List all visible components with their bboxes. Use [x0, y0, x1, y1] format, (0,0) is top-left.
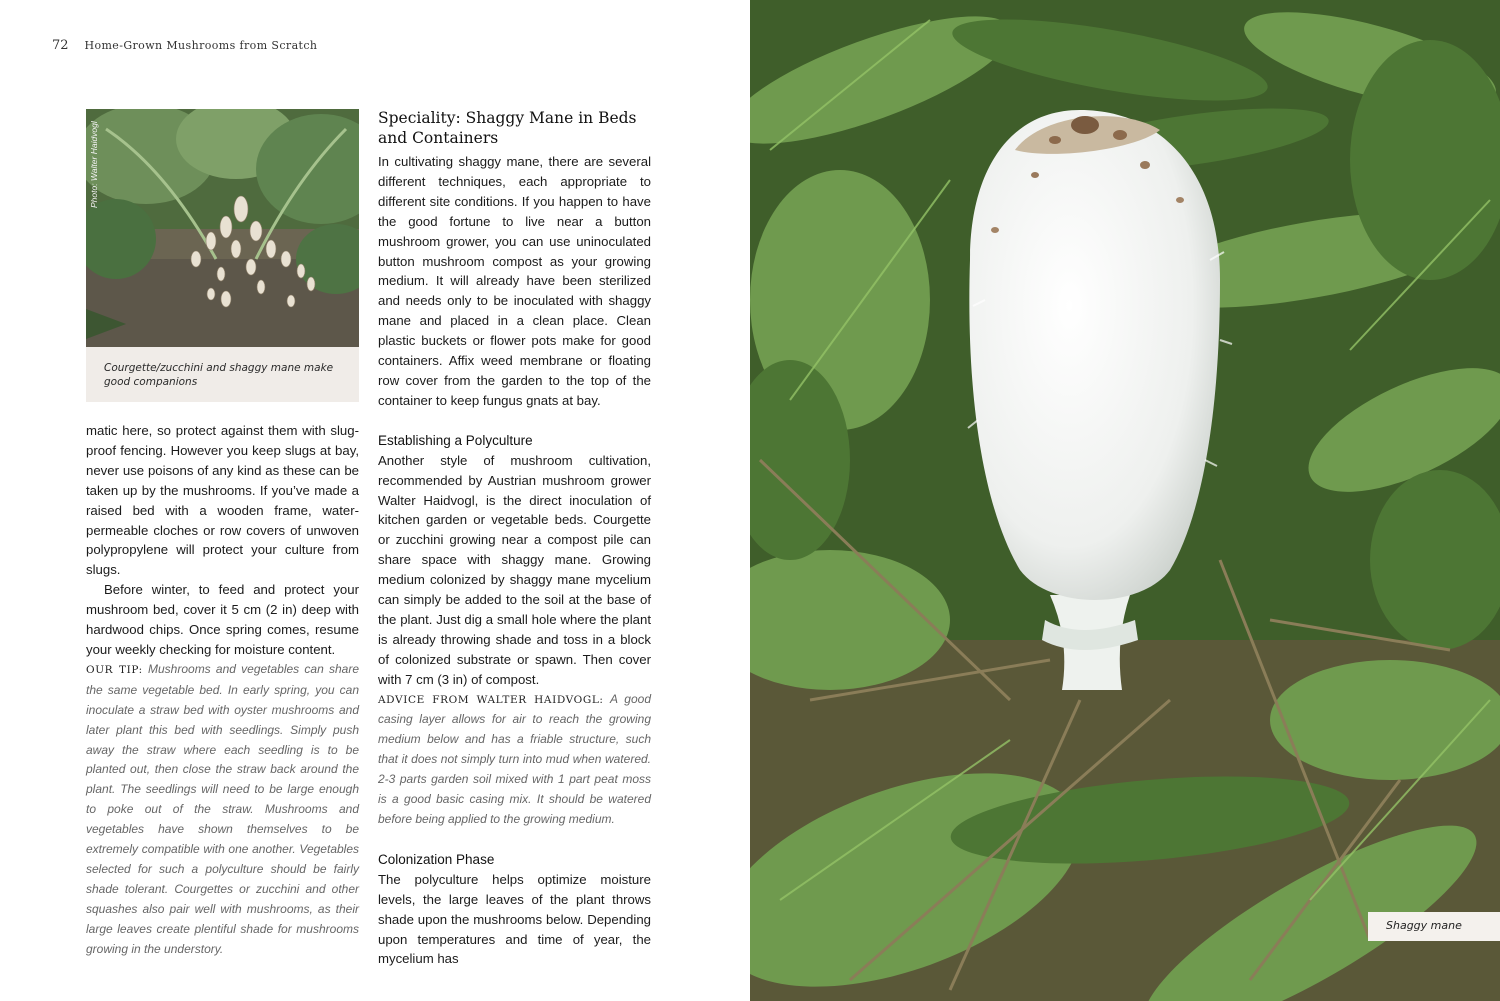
section-heading: Speciality: Shaggy Mane in Beds and Containers: [378, 109, 637, 147]
running-head: [52, 38, 317, 53]
body-paragraph: In cultivating shaggy mane, there are several different techniques, each appropriate to different site conditions. If you happen to have the good fortune to live near a button mushroom grower, you can use uninoculated button mushroom compost as your growing medium. It will already have been sterilized and needs only to be inoculated with shaggy mane and placed in a clean place. Clean plastic buckets or flower pots make for good containers. Affix weed membrane or floating row cover from the garden to the top of the container to keep fungus gnats at bay.: [378, 154, 651, 408]
right-column: [378, 108, 651, 969]
subheading: Establishing a Polyculture: [378, 432, 533, 448]
photo-caption-text: Shaggy mane: [1386, 919, 1462, 932]
figure-zucchini-shaggy-mane: [86, 109, 359, 402]
tip-label: OUR TIP:: [86, 663, 143, 676]
shaggy-mane-photo: [750, 0, 1500, 1001]
left-column: [86, 421, 359, 959]
tip-text: Mushrooms and vegetables can share the same vegetable bed. In early spring, you can inoculate a straw bed with oyster mushrooms and later plant this bed with seedlings. Simply push away the straw where each seedling is to be planted out, then close the straw back around the plant. The seedlings will need to be large enough to poke out of the straw. Mushrooms and vegetables have shown themselves to be extremely compatible with one another. Vegetables selected for such a polyculture should be fairly shade tolerant. Courgettes or zucchini and other squashes also pair well with mushrooms, as their large leaves create plentiful shade for mushrooms growing in the understory.: [86, 661, 359, 956]
advice-label: ADVICE FROM WALTER HAIDVOGL:: [378, 693, 604, 706]
running-title: Home-Grown Mushrooms from Scratch: [84, 39, 318, 52]
advice-text: A good casing layer allows for air to reach the growing medium below and has a friable structure, such that it does not simply turn into mud when watered. 2-3 parts garden soil mixed with 1 part peat moss is a good basic casing mix. It should be watered before being applied to the growing medium.: [378, 691, 651, 826]
body-paragraph: matic here, so protect against them with slug-proof fencing. However you keep slugs at bay, never use poisons of any kind as these can be taken up by the mushrooms. If you’ve made a raised bed with a wooden frame, water-permeable cloches or row covers of unwoven polypropylene will protect your culture from slugs.: [86, 423, 359, 578]
photo-credit: [88, 118, 100, 208]
svg-text:Photo: Walter Haidvogl: Photo: Walter Haidvogl: [89, 121, 99, 208]
zucchini-mushroom-photo: [86, 109, 359, 347]
figure-caption: Courgette/zucchini and shaggy mane make good companions: [104, 362, 334, 388]
tip-box: [86, 660, 359, 960]
page-number: 72: [52, 38, 69, 53]
body-paragraph: The polyculture helps optimize moisture levels, the large leaves of the plant throws shade upon the mushrooms below. Depending upon temperatures and time of year, the mycelium has: [378, 871, 651, 967]
photo-caption: [1368, 912, 1500, 941]
shaggy-mane-illustration: [750, 0, 1500, 1001]
advice-box: [378, 690, 651, 830]
body-paragraph: Before winter, to feed and protect your mushroom bed, cover it 5 cm (2 in) deep with hardwood chips. Once spring comes, resume your weekly checking for moisture content.: [86, 582, 359, 657]
subheading: Colonization Phase: [378, 851, 495, 867]
body-paragraph: Another style of mushroom cultivation, recommended by Austrian mushroom grower Walter Haidvogl, is the direct inoculation of kitchen garden or vegetable beds. Courgette or zucchini growing near a compost pile can share space with shaggy mane. Growing medium colonized by shaggy mane mycelium can simply be added to the soil at the base of the plant. Just dig a small hole where the plant is already throwing shade and toss in a block of colonized substrate or spawn. Then cover with 7 cm (3 in) of compost.: [378, 452, 651, 687]
